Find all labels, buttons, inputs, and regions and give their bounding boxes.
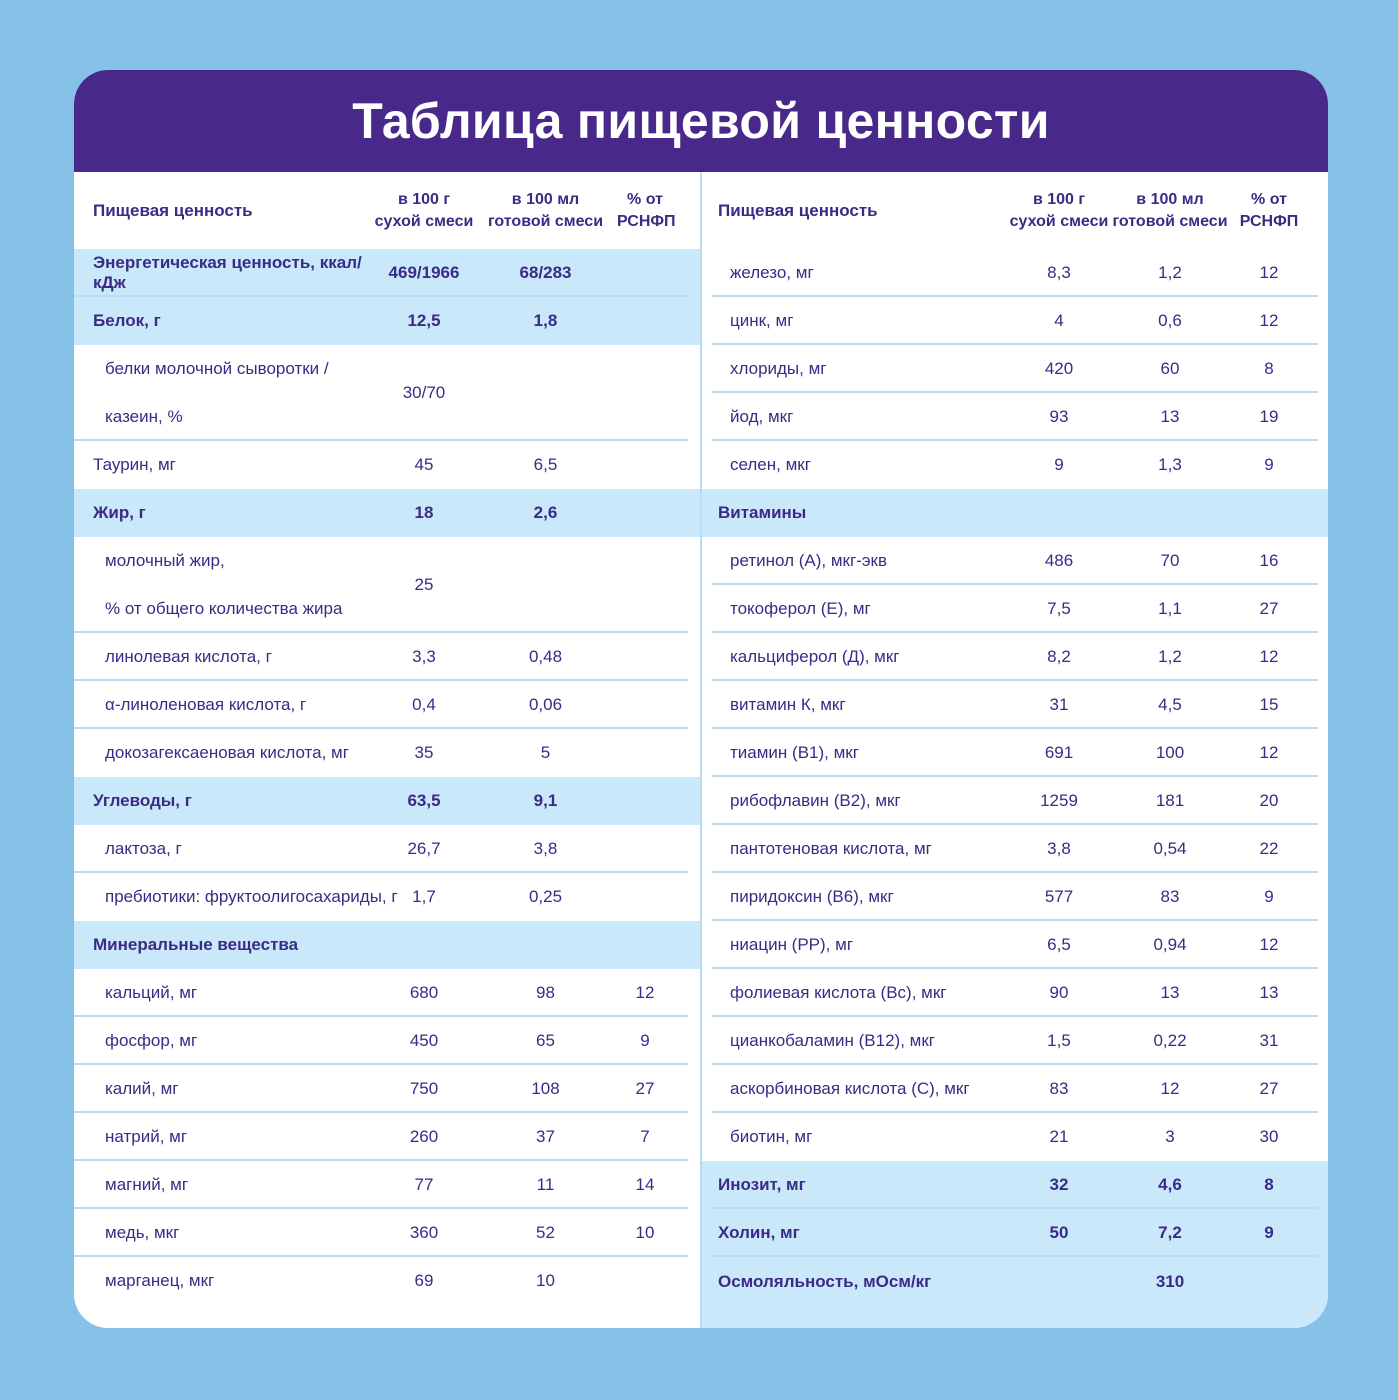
- table-row: Холин, мг 50 7,2 9: [702, 1209, 1328, 1257]
- table-row: белки молочной сыворотки / казеин, % 30/70: [74, 345, 700, 441]
- table-row: железо, мг 8,3 1,2 12: [702, 249, 1328, 297]
- table-row: лактоза, г 26,7 3,8: [74, 825, 700, 873]
- table-row: линолевая кислота, г 3,3 0,48: [74, 633, 700, 681]
- table-row: Витамины: [702, 489, 1328, 537]
- table-row: пребиотики: фруктоолигосахариды, г 1,7 0,25: [105, 887, 563, 906]
- table-row: медь, мкг 360 52 10: [74, 1209, 700, 1257]
- table-row: ниацин (РР), мг 6,5 0,94 12: [702, 921, 1328, 969]
- table-row: фосфор, мг 450 65 9: [74, 1017, 700, 1065]
- table-row: хлориды, мг 420 60 8: [702, 345, 1328, 393]
- table-row: Инозит, мг 32 4,6 8: [702, 1161, 1328, 1209]
- table-row: магний, мг 77 11 14: [74, 1161, 700, 1209]
- table-header: [74, 172, 700, 249]
- page-title: Таблица пищевой ценности: [352, 93, 1050, 149]
- table-row: Жир, г 18 2,6: [74, 489, 700, 537]
- nutrition-card: [74, 70, 1328, 1328]
- table-row: тиамин (В1), мкг 691 100 12: [702, 729, 1328, 777]
- right-table: [702, 172, 1328, 1328]
- table-row: фолиевая кислота (Вс), мкг 90 13 13: [702, 969, 1328, 1017]
- table-row: калий, мг 750 108 27: [74, 1065, 700, 1113]
- table-row: йод, мкг 93 13 19: [702, 393, 1328, 441]
- table-row: селен, мкг 9 1,3 9: [730, 455, 1274, 474]
- header-dry: в 100 г сухой смеси: [1009, 190, 1109, 230]
- table-row: рибофлавин (В2), мкг 1259 181 20: [702, 777, 1328, 825]
- table-row: ретинол (А), мкг-экв 486 70 16: [702, 537, 1328, 585]
- table-row: аскорбиновая кислота (С), мкг 83 12 27: [702, 1065, 1328, 1113]
- table-row: натрий, мг 260 37 7: [74, 1113, 700, 1161]
- table-row: Осмоляльность, мОсм/кг 310: [702, 1257, 1328, 1328]
- table-row: пантотеновая кислота, мг 3,8 0,54 22: [702, 825, 1328, 873]
- table-row: кальциферол (Д), мкг 8,2 1,2 12: [702, 633, 1328, 681]
- table-row: цинк, мг 4 0,6 12: [702, 297, 1328, 345]
- table-row: биотин, мг 21 3 30: [730, 1127, 1279, 1146]
- table-row: докозагексаеновая кислота, мг 35 5: [105, 743, 551, 762]
- header-percent: % от РСНФП: [617, 190, 676, 230]
- table-row: марганец, мкг 69 10: [105, 1271, 555, 1290]
- table-row: пиридоксин (В6), мкг 577 83 9: [702, 873, 1328, 921]
- table-row: токоферол (Е), мг 7,5 1,1 27: [702, 585, 1328, 633]
- header-ready: в 100 мл готовой смеси: [487, 190, 604, 230]
- table-header: [702, 172, 1328, 249]
- table-row: Минеральные вещества: [74, 921, 700, 969]
- table-row: молочный жир, % от общего количества жира 25: [74, 537, 700, 633]
- table-row: Углеводы, г 63,5 9,1: [74, 777, 700, 825]
- header-ready: в 100 мл готовой смеси: [1112, 190, 1228, 230]
- table-row: Белок, г 12,5 1,8: [74, 297, 700, 345]
- table-row: цианкобаламин (В12), мкг 1,5 0,22 31: [702, 1017, 1328, 1065]
- table-row: кальций, мг 680 98 12: [74, 969, 700, 1017]
- title-banner: [74, 70, 1328, 172]
- table-row: Энергетическая ценность, ккал/кДж 469/1966 68/283: [74, 249, 700, 297]
- header-name: Пищевая ценность: [718, 200, 878, 220]
- left-table: [74, 172, 700, 1305]
- table-row: Таурин, мг 45 6,5: [93, 455, 558, 474]
- table-row: витамин К, мкг 31 4,5 15: [702, 681, 1328, 729]
- header-dry: в 100 г сухой смеси: [374, 190, 474, 230]
- table-row: α-линоленовая кислота, г 0,4 0,06: [74, 681, 700, 729]
- header-name: Пищевая ценность: [93, 200, 253, 220]
- header-percent: % от РСНФП: [1239, 190, 1299, 230]
